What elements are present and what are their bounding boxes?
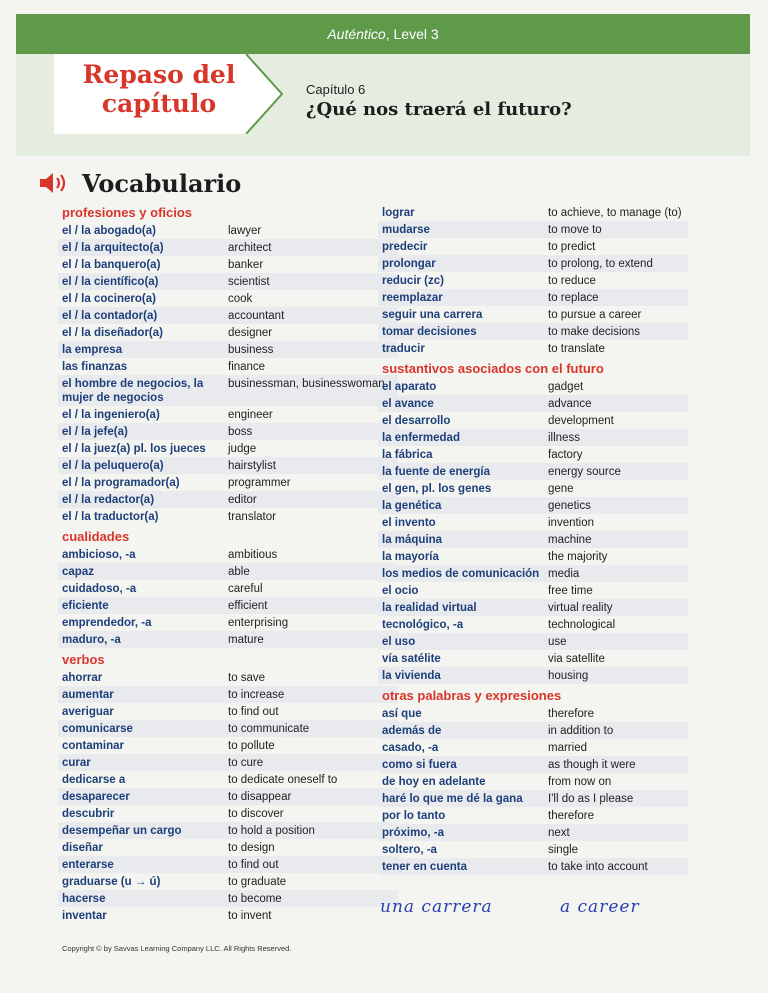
spanish-term: el / la peluquero(a)	[62, 459, 164, 472]
vocab-row	[378, 531, 688, 548]
vocab-row	[378, 306, 688, 323]
spanish-term: desempeñar un cargo	[62, 824, 182, 837]
spanish-term: curar	[62, 756, 91, 769]
vocab-row	[378, 446, 688, 463]
english-translation: business	[228, 343, 274, 356]
spanish-term: ambicioso, -a	[62, 548, 136, 561]
spanish-term: casado, -a	[382, 741, 439, 754]
english-translation: to disappear	[228, 790, 292, 803]
english-translation: to graduate	[228, 875, 287, 888]
vocab-row	[58, 907, 398, 924]
spanish-term: la realidad virtual	[382, 601, 477, 614]
english-translation: hairstylist	[228, 459, 276, 472]
spanish-term: averiguar	[62, 705, 114, 718]
spanish-term: emprendedor, -a	[62, 616, 152, 629]
english-translation: to design	[228, 841, 275, 854]
english-translation: to predict	[548, 240, 596, 253]
english-translation: to pursue a career	[548, 308, 642, 321]
vocab-row	[58, 290, 398, 307]
section-heading: verbos	[62, 652, 105, 667]
section-heading: otras palabras y expresiones	[382, 688, 562, 703]
level-italic: Auténtico	[327, 26, 386, 42]
vocab-row	[378, 378, 688, 395]
english-translation: to dedicate oneself to	[228, 773, 338, 786]
vocabulary-heading	[38, 168, 242, 203]
spanish-term: seguir una carrera	[382, 308, 483, 321]
spanish-term: capaz	[62, 565, 94, 578]
english-translation: via satellite	[548, 652, 605, 665]
spanish-term: el / la programador(a)	[62, 476, 180, 489]
vocab-row	[378, 773, 688, 790]
english-translation: to take into account	[548, 860, 648, 873]
english-translation: to pollute	[228, 739, 275, 752]
spanish-term: la empresa	[62, 343, 123, 356]
vocab-row	[58, 686, 398, 703]
vocab-row	[58, 703, 398, 720]
vocab-row	[58, 222, 398, 239]
english-translation: scientist	[228, 275, 270, 288]
review-title-line1: Repaso del	[82, 60, 236, 89]
spanish-term: el / la abogado(a)	[62, 224, 156, 237]
english-translation: married	[548, 741, 587, 754]
english-translation: businessman, businesswoman	[228, 377, 385, 390]
vocab-row	[58, 341, 398, 358]
left-column	[58, 204, 398, 927]
copyright-footer: Copyright © by Savvas Learning Company LLC. All Rights Reserved.	[62, 944, 292, 953]
level-bar	[16, 14, 750, 54]
vocab-row	[378, 514, 688, 531]
spanish-term: la máquina	[382, 533, 443, 546]
chapter-number: Capítulo 6	[306, 82, 366, 97]
vocab-row	[378, 582, 688, 599]
spanish-term: el uso	[382, 635, 416, 648]
english-translation: to invent	[228, 909, 272, 922]
vocab-row	[378, 289, 688, 306]
english-translation: from now on	[548, 775, 612, 788]
section-heading: cualidades	[62, 529, 130, 544]
vocab-list	[378, 204, 688, 357]
english-translation: illness	[548, 431, 580, 444]
spanish-term: la fuente de energía	[382, 465, 491, 478]
english-translation: to cure	[228, 756, 264, 769]
handwritten-english: a career	[560, 897, 640, 917]
english-translation: mature	[228, 633, 264, 646]
vocab-row	[58, 822, 398, 839]
english-translation: to make decisions	[548, 325, 641, 338]
spanish-term: desaparecer	[62, 790, 130, 803]
spanish-term: el / la arquitecto(a)	[62, 241, 164, 254]
vocab-row	[58, 239, 398, 256]
spanish-term: como si fuera	[382, 758, 457, 771]
spanish-term: por lo tanto	[382, 809, 446, 822]
spanish-term: próximo, -a	[382, 826, 444, 839]
spanish-term: aumentar	[62, 688, 114, 701]
spanish-term: la fábrica	[382, 448, 433, 461]
english-translation: judge	[228, 442, 257, 455]
vocab-row	[58, 839, 398, 856]
vocab-row	[378, 272, 688, 289]
vocab-row	[58, 273, 398, 290]
spanish-term: descubrir	[62, 807, 115, 820]
spanish-term: la genética	[382, 499, 442, 512]
spanish-term: la mayoría	[382, 550, 439, 563]
english-translation: cook	[228, 292, 253, 305]
spanish-term: el / la cocinero(a)	[62, 292, 156, 305]
vocab-row	[58, 580, 398, 597]
spanish-term: el gen, pl. los genes	[382, 482, 492, 495]
speaker-icon[interactable]	[38, 168, 74, 198]
spanish-term: el ocio	[382, 584, 419, 597]
english-translation: energy source	[548, 465, 621, 478]
vocab-row	[378, 824, 688, 841]
vocab-row	[378, 722, 688, 739]
level-label	[16, 26, 750, 42]
spanish-term: ahorrar	[62, 671, 103, 684]
vocab-row	[58, 788, 398, 805]
english-translation: ambitious	[228, 548, 278, 561]
english-translation: finance	[228, 360, 266, 373]
spanish-term: predecir	[382, 240, 428, 253]
vocab-row	[58, 406, 398, 423]
vocab-row	[58, 375, 398, 406]
spanish-term: el / la juez(a) pl. los jueces	[62, 442, 206, 455]
english-translation: advance	[548, 397, 592, 410]
english-translation: media	[548, 567, 580, 580]
vocab-row	[378, 705, 688, 722]
english-translation: to save	[228, 671, 266, 684]
vocab-row	[58, 805, 398, 822]
vocab-row	[378, 429, 688, 446]
english-translation: single	[548, 843, 579, 856]
spanish-term: el / la jefe(a)	[62, 425, 128, 438]
vocab-row	[378, 650, 688, 667]
spanish-term: vía satélite	[382, 652, 441, 665]
spanish-term: el / la contador(a)	[62, 309, 158, 322]
spanish-term: contaminar	[62, 739, 124, 752]
english-translation: I'll do as I please	[548, 792, 634, 805]
vocab-row	[378, 412, 688, 429]
spanish-term: dedicarse a	[62, 773, 126, 786]
spanish-term: el / la científico(a)	[62, 275, 159, 288]
english-translation: banker	[228, 258, 264, 271]
vocab-row	[378, 204, 688, 221]
spanish-term: cuidadoso, -a	[62, 582, 137, 595]
english-translation: to hold a position	[228, 824, 315, 837]
vocab-row	[378, 756, 688, 773]
english-translation: able	[228, 565, 250, 578]
english-translation: to become	[228, 892, 282, 905]
english-translation: to achieve, to manage (to)	[548, 206, 682, 219]
spanish-term: reducir (zc)	[382, 274, 444, 287]
vocab-list	[378, 705, 688, 875]
english-translation: engineer	[228, 408, 273, 421]
section-heading: profesiones y oficios	[62, 205, 193, 220]
spanish-term: maduro, -a	[62, 633, 121, 646]
english-translation: boss	[228, 425, 253, 438]
vocab-row	[58, 597, 398, 614]
vocab-row	[378, 790, 688, 807]
vocab-row	[378, 739, 688, 756]
spanish-term: el / la redactor(a)	[62, 493, 155, 506]
english-translation: lawyer	[228, 224, 262, 237]
english-translation: enterprising	[228, 616, 289, 629]
spanish-term: el desarrollo	[382, 414, 451, 427]
english-translation: next	[548, 826, 570, 839]
vocab-row	[378, 323, 688, 340]
vocab-row	[58, 856, 398, 873]
vocab-list	[58, 669, 398, 924]
vocab-row	[58, 563, 398, 580]
english-translation: housing	[548, 669, 589, 682]
vocab-row	[378, 255, 688, 272]
vocab-row	[58, 491, 398, 508]
spanish-term: lograr	[382, 206, 415, 219]
vocab-row	[58, 457, 398, 474]
vocabulary-title: Vocabulario	[82, 169, 242, 198]
spanish-term: el / la banquero(a)	[62, 258, 161, 271]
vocab-list	[58, 222, 398, 525]
vocab-row	[378, 807, 688, 824]
vocab-row	[378, 548, 688, 565]
english-translation: technological	[548, 618, 616, 631]
chapter-title: ¿Qué nos traerá el futuro?	[306, 99, 572, 120]
spanish-term: tomar decisiones	[382, 325, 477, 338]
english-translation: to find out	[228, 858, 279, 871]
spanish-term: de hoy en adelante	[382, 775, 486, 788]
spanish-term: enterarse	[62, 858, 114, 871]
english-translation: accountant	[228, 309, 285, 322]
english-translation: programmer	[228, 476, 291, 489]
english-translation: editor	[228, 493, 257, 506]
english-translation: use	[548, 635, 567, 648]
spanish-term: el / la ingeniero(a)	[62, 408, 160, 421]
english-translation: to replace	[548, 291, 599, 304]
spanish-term: eficiente	[62, 599, 109, 612]
review-title-line2: capítulo	[101, 89, 217, 118]
english-translation: invention	[548, 516, 595, 529]
spanish-term: graduarse (u → ú)	[62, 875, 161, 888]
spanish-term: inventar	[62, 909, 107, 922]
vocab-row	[58, 474, 398, 491]
vocab-row	[58, 307, 398, 324]
spanish-term: el avance	[382, 397, 434, 410]
spanish-term: diseñar	[62, 841, 103, 854]
spanish-term: tener en cuenta	[382, 860, 467, 873]
spanish-term: comunicarse	[62, 722, 133, 735]
spanish-term: los medios de comunicación	[382, 567, 540, 580]
spanish-term: haré lo que me dé la gana	[382, 792, 523, 805]
section-heading: sustantivos asociados con el futuro	[382, 361, 604, 376]
vocab-row	[378, 667, 688, 684]
vocab-row	[378, 841, 688, 858]
english-translation: to reduce	[548, 274, 596, 287]
english-translation: gadget	[548, 380, 584, 393]
english-translation: the majority	[548, 550, 608, 563]
vocab-row	[378, 565, 688, 582]
spanish-term: el aparato	[382, 380, 437, 393]
vocab-row	[58, 256, 398, 273]
english-translation: gene	[548, 482, 574, 495]
right-column	[378, 204, 688, 878]
english-translation: to increase	[228, 688, 285, 701]
vocab-row	[58, 614, 398, 631]
vocab-row	[378, 480, 688, 497]
spanish-term: el invento	[382, 516, 436, 529]
english-translation: designer	[228, 326, 273, 339]
vocab-row	[58, 546, 398, 563]
english-translation: virtual reality	[548, 601, 613, 614]
vocab-row	[378, 616, 688, 633]
english-translation: careful	[228, 582, 263, 595]
vocab-row	[58, 423, 398, 440]
english-translation: as though it were	[548, 758, 636, 771]
vocab-row	[378, 858, 688, 875]
vocab-row	[378, 463, 688, 480]
review-title	[54, 60, 264, 118]
vocab-row	[378, 395, 688, 412]
vocab-row	[378, 221, 688, 238]
spanish-term: tecnológico, -a	[382, 618, 464, 631]
vocab-row	[378, 599, 688, 616]
english-translation: therefore	[548, 707, 595, 720]
english-translation: in addition to	[548, 724, 614, 737]
vocab-row	[58, 358, 398, 375]
vocab-row	[58, 890, 398, 907]
english-translation: to translate	[548, 342, 605, 355]
spanish-term: las finanzas	[62, 360, 128, 373]
english-translation: development	[548, 414, 614, 427]
spanish-term: así que	[382, 707, 422, 720]
handwritten-spanish: una carrera	[380, 897, 493, 917]
vocab-row	[58, 873, 398, 890]
vocab-row	[58, 440, 398, 457]
vocab-row	[58, 737, 398, 754]
vocab-list	[58, 546, 398, 648]
english-translation: to communicate	[228, 722, 310, 735]
english-translation: machine	[548, 533, 592, 546]
spanish-term: el / la diseñador(a)	[62, 326, 163, 339]
vocab-row	[378, 497, 688, 514]
vocab-row	[378, 238, 688, 255]
spanish-term: hacerse	[62, 892, 106, 905]
english-translation: genetics	[548, 499, 591, 512]
spanish-term: soltero, -a	[382, 843, 437, 856]
vocab-row	[378, 633, 688, 650]
vocab-row	[58, 508, 398, 525]
vocab-row	[58, 324, 398, 341]
spanish-term: la enfermedad	[382, 431, 460, 444]
spanish-term: además de	[382, 724, 442, 737]
english-translation: efficient	[228, 599, 268, 612]
english-translation: free time	[548, 584, 593, 597]
vocab-row	[58, 720, 398, 737]
english-translation: to discover	[228, 807, 284, 820]
spanish-term: mudarse	[382, 223, 430, 236]
spanish-term: el / la traductor(a)	[62, 510, 159, 523]
vocab-row	[58, 771, 398, 788]
english-translation: to find out	[228, 705, 279, 718]
vocab-row	[58, 631, 398, 648]
spanish-term: reemplazar	[382, 291, 443, 304]
english-translation: to move to	[548, 223, 602, 236]
vocab-list	[378, 378, 688, 684]
english-translation: architect	[228, 241, 272, 254]
english-translation: translator	[228, 510, 276, 523]
level-rest: , Level 3	[385, 26, 439, 42]
english-translation: therefore	[548, 809, 595, 822]
spanish-term: traducir	[382, 342, 425, 355]
spanish-term: el hombre de negocios, la mujer de negocios	[62, 377, 204, 404]
vocab-row	[58, 754, 398, 771]
english-translation: factory	[548, 448, 583, 461]
vocab-row	[378, 340, 688, 357]
spanish-term: la vivienda	[382, 669, 441, 682]
spanish-term: prolongar	[382, 257, 436, 270]
vocab-row	[58, 669, 398, 686]
english-translation: to prolong, to extend	[548, 257, 653, 270]
